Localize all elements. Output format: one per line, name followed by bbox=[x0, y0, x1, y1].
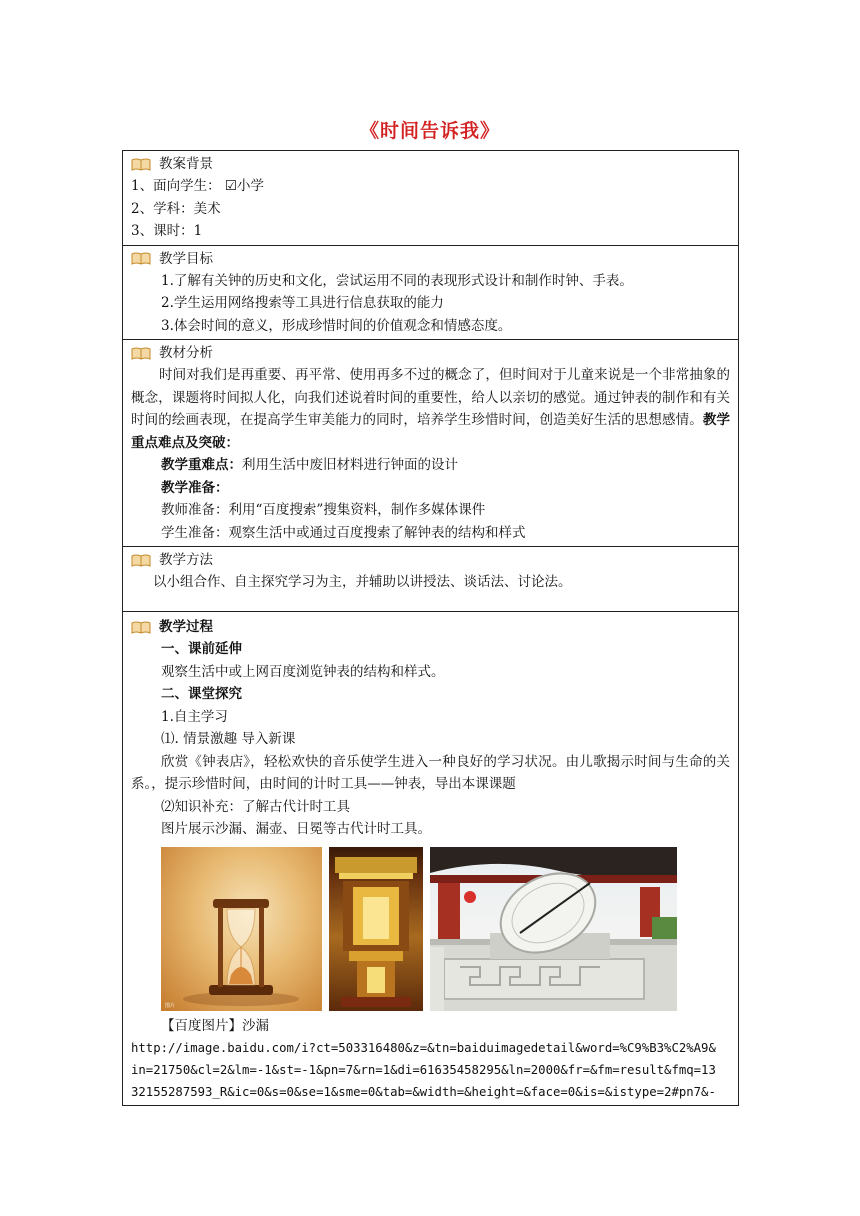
key-points-label: 教学重难点： bbox=[161, 457, 242, 473]
background-heading-text: 教案背景 bbox=[159, 156, 213, 172]
book-icon bbox=[131, 252, 151, 265]
teacher-prep: 教师准备：利用“百度搜索”搜集资料，制作多媒体课件 bbox=[161, 502, 486, 518]
step2-title: ⑵知识补充：了解古代计时工具 bbox=[161, 798, 350, 815]
goals-heading bbox=[131, 248, 730, 270]
part1-title bbox=[131, 638, 730, 661]
prep-label bbox=[131, 477, 730, 500]
step1-paragraph: 欣赏《钟表店》，轻松欢快的音乐使学生进入一种良好的学习状况。由儿歌揭示时间与生命的关系。，提示珍惜时间，由时间的计时工具——钟表，导出本课课题 bbox=[131, 753, 730, 792]
goal-item: 2.学生运用网络搜索等工具进行信息获取的能力 bbox=[161, 295, 444, 311]
part2-title bbox=[131, 683, 730, 706]
image-gallery bbox=[161, 847, 730, 1011]
goal-item: 1.了解有关钟的历史和文化，尝试运用不同的表现形式设计和制作时钟、手表。 bbox=[161, 272, 633, 289]
sundial-photo bbox=[430, 847, 677, 1011]
water-clock-photo bbox=[329, 847, 423, 1011]
analysis-bold-text: 教学重点难点及突破： bbox=[131, 412, 731, 451]
lesson-plan-table bbox=[122, 150, 739, 1106]
step2-text: 图片展示沙漏、漏壶、日冕等古代计时工具。 bbox=[161, 821, 431, 837]
image-source-url[interactable]: 32155287593_R&ic=0&s=0&se=1&sme=0&tab=&width=&height=&face=0&is=&istype=2#pn7&- bbox=[131, 1085, 716, 1099]
image-source-url[interactable]: in=21750&cl=2&lm=-1&st=-1&pn=7&rn=1&di=61635458295&ln=2000&fr=&fm=result&fmq=13 bbox=[131, 1063, 716, 1077]
background-line: 1、面向学生： ☑小学 bbox=[131, 178, 264, 194]
goals-row bbox=[123, 245, 739, 340]
background-row bbox=[123, 151, 739, 246]
prep-label-text: 教学准备： bbox=[161, 479, 229, 496]
key-points bbox=[131, 454, 730, 477]
part2-title-text: 二、课堂探究 bbox=[161, 686, 242, 702]
svg-text:图片: 图片 bbox=[165, 1002, 176, 1009]
background-heading bbox=[131, 153, 730, 175]
analysis-row bbox=[123, 340, 739, 547]
analysis-heading-text: 教材分析 bbox=[159, 345, 213, 361]
process-heading bbox=[131, 616, 730, 638]
method-row bbox=[123, 547, 739, 612]
method-heading-text: 教学方法 bbox=[159, 552, 213, 568]
analysis-text: 时间对我们是再重要、再平常、使用再多不过的概念了，但时间对于儿童来说是一个非常抽象的概念，课题将时间拟人化，向我们述说着时间的重要性，给人以亲切的感觉。通过钟表的制作和有关时间的绘画表现，在提高学生审美能力的同时，培养学生珍惜时间，创造美好生活的思想感情。 bbox=[131, 367, 730, 428]
method-heading bbox=[131, 549, 730, 571]
image-source-label: 【百度图片】沙漏 bbox=[161, 1017, 269, 1034]
part1-title-text: 一、课前延伸 bbox=[161, 641, 242, 657]
book-icon bbox=[131, 158, 151, 171]
process-heading-text: 教学过程 bbox=[159, 619, 213, 635]
method-text: 以小组合作、自主探究学习为主，并辅助以讲授法、谈话法、讨论法。 bbox=[153, 574, 572, 590]
analysis-heading bbox=[131, 342, 730, 364]
goals-heading-text: 教学目标 bbox=[159, 250, 213, 267]
page-title: 《时间告诉我》 bbox=[359, 120, 500, 142]
hourglass-photo bbox=[161, 847, 322, 1011]
book-icon bbox=[131, 621, 151, 634]
analysis-paragraph bbox=[131, 364, 730, 454]
book-icon bbox=[131, 347, 151, 360]
goal-item: 3.体会时间的意义，形成珍惜时间的价值观念和情感态度。 bbox=[161, 317, 512, 334]
part1-text: 观察生活中或上网百度浏览钟表的结构和样式。 bbox=[161, 663, 445, 680]
background-line: 3、课时：1 bbox=[131, 223, 203, 239]
key-points-text: 利用生活中废旧材料进行钟面的设计 bbox=[242, 457, 458, 473]
sub1-title: 1.自主学习 bbox=[161, 708, 228, 725]
book-icon bbox=[131, 554, 151, 567]
image-source-url[interactable]: http://image.baidu.com/i?ct=503316480&z=&tn=baiduimagedetail&word=%C9%B3%C2%A9& bbox=[131, 1041, 716, 1055]
step1-title: ⑴. 情景激趣 导入新课 bbox=[161, 731, 296, 747]
student-prep: 学生准备：观察生活中或通过百度搜索了解钟表的结构和样式 bbox=[161, 524, 526, 541]
process-row bbox=[123, 612, 739, 1106]
background-line: 2、学科：美术 bbox=[131, 200, 221, 217]
